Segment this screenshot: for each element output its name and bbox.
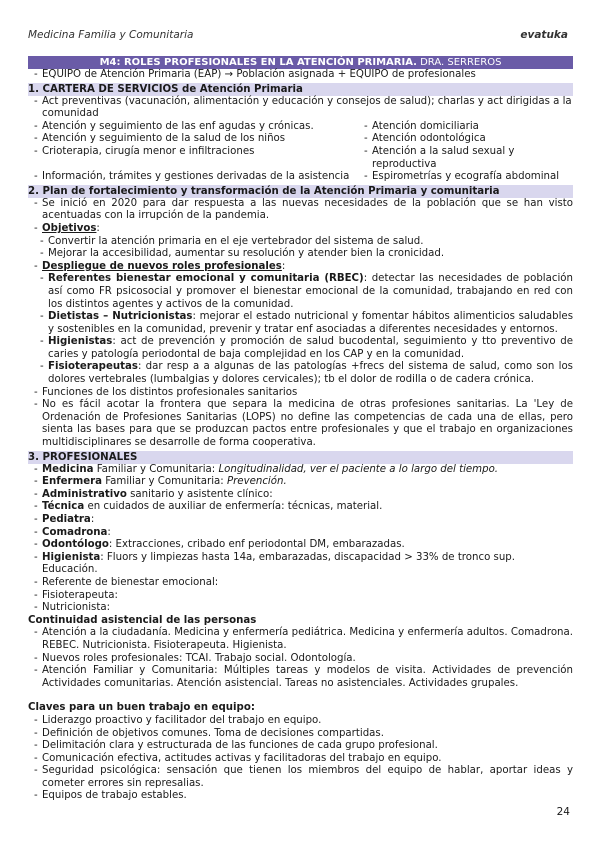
role-text: : detectar las necesidades de población así como FR psicosocial y promover el bienestar emocional de la comunidad, trabajando en red con los distintos agentes y activos de la comunidad. (48, 273, 573, 310)
prof-text: : Extracciones, cribado enf periodontal DM, embarazadas. (108, 539, 405, 551)
objective-item: - Convertir la atención primaria en el eje vertebrador del sistema de salud. (28, 236, 573, 249)
continuity-item: - Nuevos roles profesionales: TCAI. Trabajo social. Odontología. (28, 653, 573, 666)
s1-full-line: - Act preventivas (vacunación, alimentación y educación y consejos de salud); charlas y act dirigidas a la comunidad (28, 96, 573, 121)
s2-lops: - No es fácil acotar la frontera que separa la medicina de otras profesiones sanitarias. La 'Ley de Ordenación de Profesiones Sanitarias (LOPS) no define las competencias de cada una de ellas, pero sienta las bases para que se produzcan pactos entre profesionales y que el trabajo en organizaciones multidisciplinares se desarrolle de forma cooperativa. (28, 399, 573, 449)
s1-row-right: - Atención odontológica (358, 133, 573, 146)
continuity-item: - Atención a la ciudadanía. Medicina y enfermería pediátrica. Medicina y enfermería adultos. Comadrona. REBEC. Nutricionista. Fisioterapeuta. Higienista. (28, 627, 573, 652)
s1-row-right: - Atención domiciliaria (358, 121, 573, 134)
s2-functions: - Funciones de los distintos profesionales sanitarios (28, 387, 573, 400)
s1-row (28, 146, 573, 171)
s1-row-left: - Atención y seguimiento de las enf agudas y crónicas. (28, 121, 358, 134)
prof-em: Prevención. (226, 476, 287, 488)
role-item (28, 311, 573, 336)
professional-plain: - Fisioterapeuta: (28, 590, 573, 603)
role-item (28, 273, 573, 311)
continuity-item: - Atención Familiar y Comunitaria: Múltiples tareas y modelos de visita. Actividades de prevención Actividades comunitarias. Atención asistencial. Tareas no asistenciales. Actividades grupales. (28, 665, 573, 690)
s2-deployment: - Despliegue de nuevos roles profesionales: (28, 261, 573, 274)
s1-row-right: - Atención a la salud sexual y reproductiva (358, 146, 573, 171)
teamwork-item: - Delimitación clara y estructurada de las funciones de cada grupo profesional. (28, 740, 573, 753)
s2-intro: - Se inició en 2020 para dar respuesta a las nuevas necesidades de la población que se han visto acentuadas con la irrupción de la pandemia. (28, 198, 573, 223)
professional-item (28, 476, 573, 489)
prof-text: : (107, 526, 111, 538)
role-term: Referentes bienestar emocional y comunitaria (RBEC) (48, 273, 364, 285)
prof-text: sanitario y asistente clínico: (126, 488, 273, 500)
module-title-bar (28, 56, 573, 69)
section-3-heading: 3. PROFESIONALES (28, 451, 573, 464)
role-term: Dietistas – Nutricionistas (48, 311, 193, 323)
teamwork-heading: Claves para un buen trabajo en equipo: (28, 702, 255, 714)
role-text: : act de prevención y promoción de salud bucodental, seguimiento y tto preventivo de caries y patología periodontal de baja complejidad en los CAP y en la comunidad. (48, 336, 573, 360)
prof-text: en cuidados de auxiliar de enfermería: técnicas, material. (84, 501, 383, 513)
header-author: evatuka (520, 29, 568, 41)
prof-text: Familiar y Comunitaria: (102, 476, 227, 488)
professional-plain: - Nutricionista: (28, 602, 573, 615)
objectives-label: Objetivos (42, 222, 97, 234)
teamwork-item: - Equipos de trabajo estables. (28, 790, 573, 803)
s1-row (28, 171, 573, 184)
role-term: Fisioterapeutas (48, 361, 138, 373)
header-subject: Medicina Familia y Comunitaria (28, 29, 194, 41)
section-2-heading: 2. Plan de fortalecimiento y transformación de la Atención Primaria y comunitaria (28, 185, 573, 198)
professional-item (28, 501, 573, 514)
prof-text: : Fluors y limpiezas hasta 14a, embarazadas, discapacidad > 33% de tronco sup. Educación. (42, 551, 516, 576)
professional-item (28, 527, 573, 540)
s1-row-left: - Crioterapia, cirugía menor e infiltraciones (28, 146, 358, 171)
module-title: M4: ROLES PROFESIONALES EN LA ATENCIÓN PRIMARIA. (99, 57, 417, 68)
deployment-label: Despliegue de nuevos roles profesionales (42, 260, 282, 272)
professional-plain: - Referente de bienestar emocional: (28, 577, 573, 590)
section-1-heading: 1. CARTERA DE SERVICIOS de Atención Primaria (28, 83, 573, 96)
prof-term: Medicina (42, 463, 94, 475)
professional-item (28, 539, 573, 552)
prof-term: Higienista (42, 551, 101, 563)
prof-text: : (90, 514, 95, 525)
teamwork-item: - Definición de objetivos comunes. Toma de decisiones compartidas. (28, 728, 573, 741)
page-content (28, 56, 573, 803)
s1-row (28, 133, 573, 146)
teamwork-item: - Comunicación efectiva, actitudes activas y facilitadoras del trabajo en equipo. (28, 753, 573, 766)
prof-term: Pediatra (42, 514, 91, 525)
s1-row-left: - Atención y seguimiento de la salud de los niños (28, 133, 358, 146)
role-item (28, 361, 573, 386)
role-text: : dar resp a a algunas de las patologías +frecs del sistema de salud, como son los dolores vertebrales (lumbalgias y dolores cervicales); tb el dolor de rodilla o de cadera crónica. (48, 361, 573, 386)
prof-term: Administrativo (42, 488, 127, 500)
s1-row-right: - Espirometrías y ecografía abdominal (358, 171, 573, 184)
role-text: : mejorar el estado nutricional y fomentar hábitos alimenticios saludables y sostenibles en la comunidad, prevenir y tratar enf asociadas a diferentes necesidades y entornos. (48, 311, 573, 335)
prof-text: Familiar y Comunitaria: (93, 463, 219, 475)
prof-em: Longitudinalidad, ver el paciente a lo largo del tiempo. (218, 463, 499, 475)
page-number: 24 (556, 806, 570, 818)
continuity-heading: Continuidad asistencial de las personas (28, 614, 257, 626)
prof-term: Técnica (42, 501, 85, 513)
objective-item: - Mejorar la accesibilidad, aumentar su resolución y atender bien la cronicidad. (28, 248, 573, 261)
teamwork-item: - Liderazgo proactivo y facilitador del trabajo en equipo. (28, 715, 573, 728)
prof-term: Enfermera (42, 476, 103, 488)
module-author: DRA. SERREROS (416, 57, 502, 68)
teamwork-item: - Seguridad psicológica: sensación que tienen los miembros del equipo de hablar, aportar ideas y cometer errores sin represalias. (28, 765, 573, 790)
professional-item (28, 464, 573, 477)
intro-line: - EQUIPO de Atención Primaria (EAP) → Población asignada + EQUIPO de profesionales (28, 69, 573, 82)
professional-item (28, 552, 573, 577)
professional-item (28, 489, 573, 502)
s1-row-left: - Información, trámites y gestiones derivadas de la asistencia (28, 171, 358, 184)
prof-term: Comadrona (42, 526, 108, 538)
s1-row (28, 121, 573, 134)
role-item (28, 336, 573, 361)
prof-term: Odontólogo (42, 539, 109, 551)
professional-item (28, 514, 573, 527)
spacer (28, 690, 573, 702)
role-term: Higienistas (48, 336, 113, 348)
s2-objectives: - Objetivos: (28, 223, 573, 236)
